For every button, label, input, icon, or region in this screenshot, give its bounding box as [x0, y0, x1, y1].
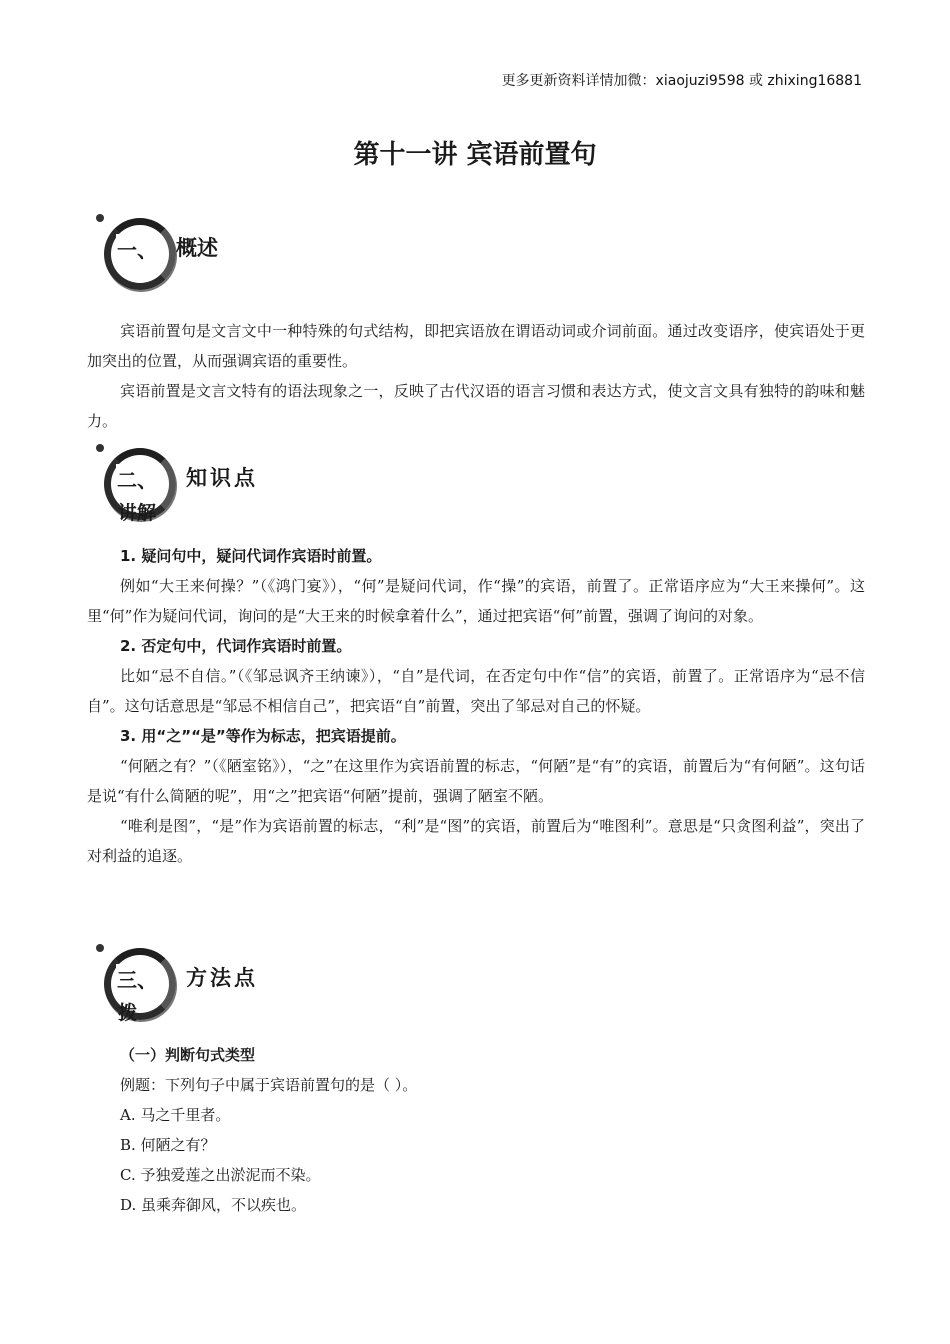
page-title: 第十一讲 宾语前置句 — [353, 140, 597, 170]
answer-option-c: C. 予独爱莲之出淤泥而不染。 — [120, 1166, 321, 1184]
section-number: 二、 — [116, 464, 158, 493]
section-number: 一、 — [116, 234, 158, 263]
answer-option-b: B. 何陋之有？ — [120, 1136, 216, 1154]
method-subtitle: （一）判断句式类型 — [120, 1046, 256, 1064]
paragraph: “唯利是图”，“是”作为宾语前置的标志，“利”是“图”的宾语，前置后为“唯图利”。意思是“只贪图利益”，突出了对利益的追逐。 — [87, 817, 865, 865]
paragraph: 宾语前置句是文言文中一种特殊的句式结构，即把宾语放在谓语动词或介词前面。通过改变语序，使宾语处于更加突出的位置，从而强调宾语的重要性。 — [87, 322, 865, 370]
ink-dot-icon — [96, 444, 104, 452]
section-name: 知识点 — [186, 466, 258, 490]
header-contact-note: 更多更新资料详情加微：xiaojuzi9598 或 zhixing16881 — [501, 73, 862, 89]
knowledge-point-title: 1. 疑问句中，疑问代词作宾语时前置。 — [120, 547, 382, 565]
knowledge-point-title: 3. 用“之”“是”等作为标志，把宾语提前。 — [120, 727, 406, 745]
overview-text — [87, 316, 865, 436]
paragraph: “何陋之有？”（《陋室铭》），“之”在这里作为宾语前置的标志，“何陋”是“有”的宾语，前置后为“有何陋”。这句话是说“有什么简陋的呢”，用“之”把宾语“何陋”提前，强调了陋室不陋。 — [87, 757, 865, 805]
section-number: 三、 — [116, 964, 158, 993]
ink-dot-icon — [96, 214, 104, 222]
section-name: 概述 — [176, 236, 218, 260]
knowledge-point-title: 2. 否定句中，代词作宾语时前置。 — [120, 637, 352, 655]
section-heading-overview — [96, 212, 496, 292]
example-question: 例题：下列句子中属于宾语前置句的是（ ）。 — [120, 1076, 418, 1094]
section-name: 方法点 — [186, 966, 258, 990]
section-name-tail: 拨 — [118, 1002, 138, 1024]
section-heading-knowledge — [96, 442, 496, 522]
ink-dot-icon — [96, 944, 104, 952]
answer-option-d: D. 虽乘奔御风，不以疾也。 — [120, 1196, 307, 1214]
answer-option-a: A. 马之千里者。 — [120, 1106, 231, 1124]
method-text — [87, 1040, 865, 1220]
paragraph: 宾语前置是文言文特有的语法现象之一，反映了古代汉语的语言习惯和表达方式，使文言文具有独特的韵味和魅力。 — [87, 382, 865, 430]
knowledge-text — [87, 541, 865, 871]
section-heading-method — [96, 942, 496, 1022]
section-name-tail: 讲解 — [118, 502, 157, 524]
paragraph: 例如“大王来何操？”（《鸿门宴》），“何”是疑问代词，作“操”的宾语，前置了。正常语序应为“大王来操何”。这里“何”作为疑问代词，询问的是“大王来的时候拿着什么”，通过把宾语“何”前置，强调了询问的对象。 — [87, 577, 865, 625]
paragraph: 比如“忌不自信。”（《邹忌讽齐王纳谏》），“自”是代词，在否定句中作“信”的宾语，前置了。正常语序为“忌不信自”。这句话意思是“邹忌不相信自己”，把宾语“自”前置，突出了邹忌对自己的怀疑。 — [87, 667, 865, 715]
